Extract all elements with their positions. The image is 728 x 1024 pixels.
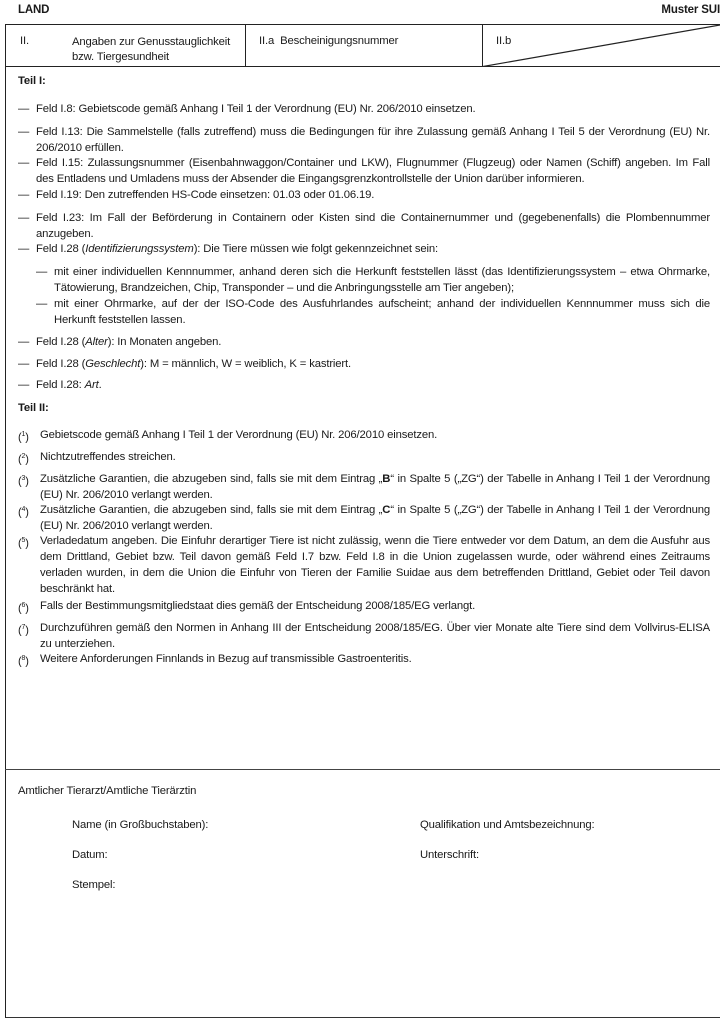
footnote-marker: ($^7$) [18,624,29,637]
part1-item [18,101,710,117]
dash-marker: — [18,157,30,169]
footnote-text: Weitere Anforderungen Finnlands in Bezug auf transmissible Gastroenteritis. [40,653,412,665]
item-text: Feld I.28 (Geschlecht): M = männlich, W = weiblich, K = kastriert. [36,358,352,370]
diagonal-strike-line [483,25,720,67]
part1-item [18,155,710,187]
footnote-text: Verladedatum angeben. Die Einfuhr derartiger Tiere ist nicht zulässig, wenn die Tiere entweder vor dem Datum, an dem die Ausfuhr aus dem Drittland, Gebiet bzw. Teil davon gemäß Feld I.7 bzw. Feld I.8 in die Union zugelassen wurde, oder während eines Zeitraums verladen wurden, in dem die Union die Einfuhr von Tieren der Familie Suidae aus dem betreffenden Drittland, Gebiet oder Teil davon beschränkt hat. [40,535,710,595]
footnote [18,651,710,667]
footnote-text: Zusätzliche Garantien, die abzugeben sind, falls sie mit dem Eintrag „B“ in Spalte 5 („ZG“) der Tabelle in Anhang I Teil 1 der Verordnung (EU) Nr. 206/2010 verlangt werden. [40,473,710,501]
name-field-label[interactable]: Name (in Großbuchstaben): [72,819,209,831]
dash-marker: — [18,243,30,255]
footnote [18,471,710,503]
country-label: LAND [18,4,50,16]
item-text: mit einer individuellen Kennnummer, anhand deren sich die Herkunft feststellen lässt (das Identifizierungssystem – etwa Ohrmarke, Tätowierung, Brandzeichen, Chip, Transponder – und die Anbringungsstelle am Tier angeben); [54,266,710,294]
part1-item [18,356,710,372]
signature-field-label[interactable]: Unterschrift: [420,849,479,861]
item-text: mit einer Ohrmarke, auf der der ISO-Code des Ausfuhrlandes aufscheint; anhand der individuellen Kennnummer muss sich die Herkunft feststellen lassen. [54,298,710,326]
section-title [72,35,244,65]
footnote-marker: ($^1$) [18,431,29,444]
dash-marker: — [36,266,48,278]
footnote-marker: ($^6$) [18,602,29,615]
footnote-text: Zusätzliche Garantien, die abzugeben sind, falls sie mit dem Eintrag „C“ in Spalte 5 („ZG“) der Tabelle in Anhang I Teil 1 der Verordnung (EU) Nr. 206/2010 verlangt werden. [40,504,710,532]
dash-marker: — [18,212,30,224]
footnote [18,598,710,614]
official-vet-heading: Amtlicher Tierarzt/Amtliche Tierärztin [18,785,197,797]
part1-item [18,210,710,242]
footnote-text: Falls der Bestimmungsmitgliedstaat dies gemäß der Entscheidung 2008/185/EG verlangt. [40,600,476,612]
iib-label: II.b [496,35,512,47]
footnote [18,620,710,652]
dash-marker: — [36,298,48,310]
part1-item [18,187,710,203]
item-text: Feld I.28: Art. [36,379,102,391]
date-field-label[interactable]: Datum: [72,849,108,861]
certificate-ref-cell[interactable] [246,25,483,66]
model-label: Muster SUI [661,4,720,16]
qualification-field-label[interactable]: Qualifikation und Amtsbezeichnung: [420,819,595,831]
page-top-bar [18,4,720,20]
dash-marker: — [18,189,30,201]
footnote [18,449,710,465]
dash-marker: — [18,103,30,115]
item-text: Feld I.8: Gebietscode gemäß Anhang I Teil 1 der Verordnung (EU) Nr. 206/2010 einsetzen. [36,103,476,115]
part1-item [18,241,710,257]
footnote-marker: ($^8$) [18,655,29,668]
dash-marker: — [18,126,30,138]
dash-marker: — [18,379,30,391]
footnote-text: Durchzuführen gemäß den Normen in Anhang III der Entscheidung 2008/185/EG. Über vier Monate alte Tiere sind dem Vollvirus-ELISA zu unterziehen. [40,622,710,650]
iib-cell[interactable] [483,25,720,66]
part2-title: Teil II: [18,402,49,414]
dash-marker: — [18,336,30,348]
signature-divider [5,769,720,770]
footnote-marker: ($^2$) [18,453,29,466]
stamp-field-label[interactable]: Stempel: [72,879,116,891]
item-text: Feld I.13: Die Sammelstelle (falls zutreffend) muss die Bedingungen für ihre Zulassung gemäß Anhang I Teil 5 der Verordnung (EU) Nr. 206/2010 erfüllen. [36,126,710,154]
part1-title: Teil I: [18,75,46,87]
item-text: Feld I.19: Den zutreffenden HS-Code einsetzen: 01.03 oder 01.06.19. [36,189,375,201]
certificate-header [5,24,720,67]
section-title-line1: Angaben zur Genusstauglichkeit [72,36,231,48]
section-number: II. [20,35,29,47]
item-text: Feld I.23: Im Fall der Beförderung in Containern oder Kisten sind die Containernummer und (gegebenenfalls) die Plombennummer anzugeben. [36,212,710,240]
item-text: Feld I.15: Zulassungsnummer (Eisenbahnwaggon/Container und LKW), Flugnummer (Flugzeug) oder Namen (Schiff) angeben. Im Fall des Entladens und Umladens muss der Absender die Eingangsgrenzkontrollstelle der Union darüber informieren. [36,157,710,185]
item-text: Feld I.28 (Alter): In Monaten angeben. [36,336,222,348]
footnote [18,427,710,443]
part1-subitem [36,296,710,328]
footnote-marker: ($^3$) [18,475,29,488]
certificate-ref-label: II.a Bescheinigungsnummer [259,35,399,47]
dash-marker: — [18,358,30,370]
footnote-text: Gebietscode gemäß Anhang I Teil 1 der Verordnung (EU) Nr. 206/2010 einsetzen. [40,429,438,441]
part1-item [18,377,710,393]
footnote [18,502,710,534]
section-title-cell [5,25,246,66]
footnote [18,533,710,597]
footnote-marker: ($^4$) [18,506,29,519]
part1-item [18,124,710,156]
footnote-text: Nichtzutreffendes streichen. [40,451,176,463]
part1-subitem [36,264,710,296]
item-text: Feld I.28 (Identifizierungssystem): Die Tiere müssen wie folgt gekennzeichnet sein: [36,243,438,255]
footnote-marker: ($^5$) [18,537,29,550]
section-title-line2: bzw. Tiergesundheit [72,51,170,63]
part1-item [18,334,710,350]
